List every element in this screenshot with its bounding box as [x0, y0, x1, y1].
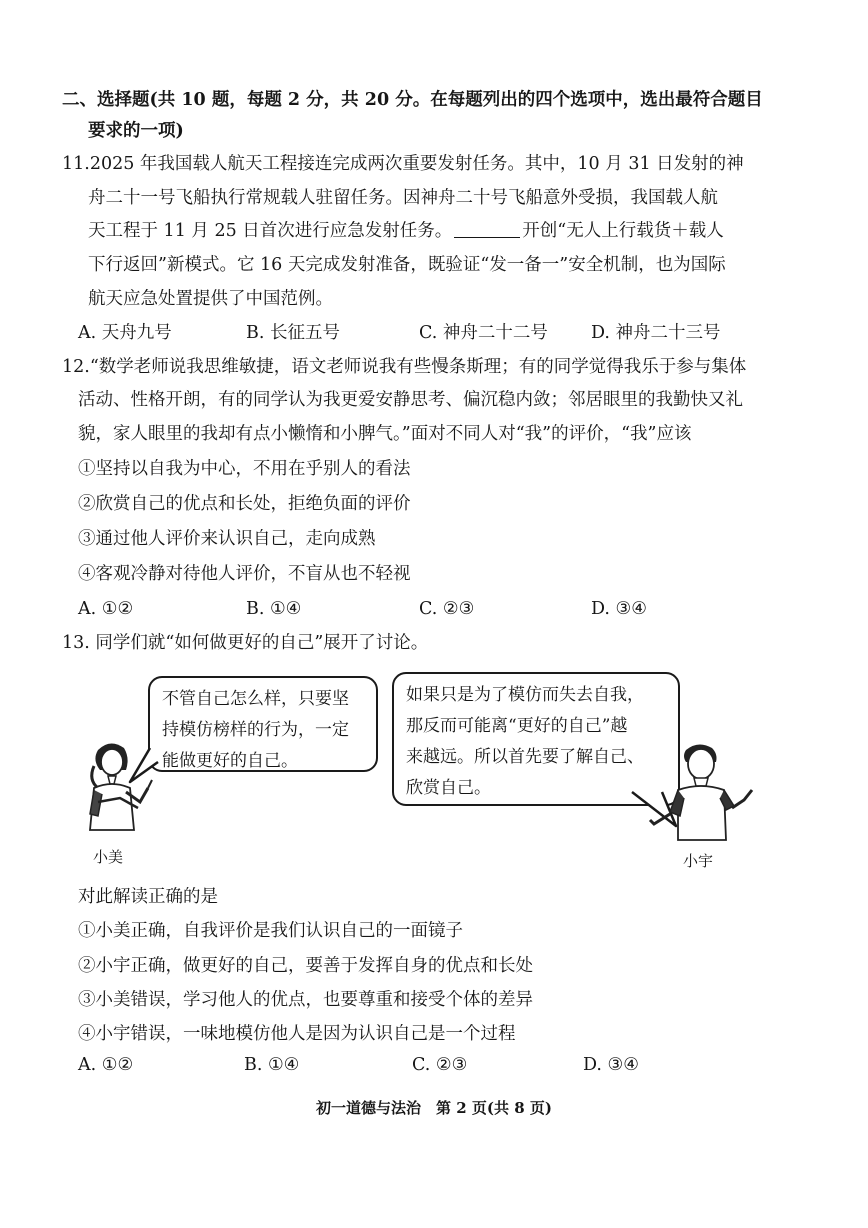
q13-stem: 13. 同学们就“如何做更好的自己”展开了讨论。: [62, 633, 429, 653]
q12-line-1: 12.“数学老师说我思维敏捷，语文老师说我有些慢条斯理；有的同学觉得我乐于参与集体: [62, 357, 747, 377]
section-heading-cont: 要求的一项): [88, 121, 184, 141]
option-c: C. ②③: [412, 1055, 468, 1075]
option-b: B. 长征五号: [246, 323, 340, 343]
option-c: C. ②③: [419, 599, 475, 619]
q13-item-2: ②小宇正确，做更好的自己，要善于发挥自身的优点和长处: [78, 956, 533, 976]
bubble-right-line: 欣赏自己。: [406, 778, 491, 798]
name-label-xiaomei: 小美: [93, 848, 124, 866]
option-b: B. ①④: [244, 1055, 300, 1075]
option-c: C. 神舟二十二号: [419, 323, 548, 343]
option-a: A. ①②: [78, 599, 134, 619]
q13-prompt: 对此解读正确的是: [78, 887, 218, 907]
q12-item-2: ②欣赏自己的优点和长处，拒绝负面的评价: [78, 494, 411, 514]
answer-blank: [454, 220, 520, 238]
option-a: A. ①②: [78, 1055, 134, 1075]
q13-item-3: ③小美错误，学习他人的优点，也要尊重和接受个体的差异: [78, 990, 533, 1010]
q11-line-2: 舟二十一号飞船执行常规载人驻留任务。因神舟二十号飞船意外受损，我国载人航: [88, 188, 718, 208]
boy-figure-icon: [648, 740, 758, 844]
q11-line-1: 11.2025 年我国载人航天工程接连完成两次重要发射任务。其中，10 月 31 日发射的神: [62, 154, 744, 174]
q12-item-4: ④客观冷静对待他人评价，不盲从也不轻视: [78, 564, 411, 584]
option-d: D. ③④: [591, 599, 647, 619]
q11-line-4: 下行返回”新模式。它 16 天完成发射准备，既验证“发一备一”安全机制，也为国际: [88, 255, 726, 275]
q12-line-2: 活动、性格开朗，有的同学认为我更爱安静思考、偏沉稳内敛；邻居眼里的我勤快又礼: [78, 390, 743, 410]
bubble-right-line: 那反而可能离“更好的自己”越: [406, 716, 628, 736]
page-footer: 初一道德与法治 第 2 页(共 8 页): [316, 1099, 552, 1117]
option-a: A. 天舟九号: [78, 323, 172, 343]
bubble-right-line: 来越远。所以首先要了解自己、: [406, 747, 644, 767]
speech-bubble-left: [148, 676, 378, 772]
bubble-left-line: 持模仿榜样的行为，一定: [162, 720, 349, 740]
bubble-left-line: 能做更好的自己。: [162, 751, 298, 771]
girl-figure-icon: [80, 740, 160, 840]
q12-item-3: ③通过他人评价来认识自己，走向成熟: [78, 529, 376, 549]
bubble-left-line: 不管自己怎么样，只要坚: [162, 689, 349, 709]
q13-item-1: ①小美正确，自我评价是我们认识自己的一面镜子: [78, 921, 463, 941]
q12-line-3: 貌，家人眼里的我却有点小懒惰和小脾气。”面对不同人对“我”的评价，“我”应该: [78, 424, 692, 444]
option-d: D. 神舟二十三号: [591, 323, 721, 343]
bubble-right-line: 如果只是为了模仿而失去自我，: [406, 685, 644, 705]
name-label-xiaoyu: 小宇: [683, 852, 714, 870]
option-d: D. ③④: [583, 1055, 639, 1075]
q11-line-5: 航天应急处置提供了中国范例。: [88, 289, 333, 309]
q13-item-4: ④小宇错误，一味地模仿他人是因为认识自己是一个过程: [78, 1024, 516, 1044]
q12-item-1: ①坚持以自我为中心，不用在乎别人的看法: [78, 459, 411, 479]
q11-line-3: 天工程于 11 月 25 日首次进行应急发射任务。 开创“无人上行载货＋载人: [88, 221, 724, 241]
speech-bubble-right: [392, 672, 680, 806]
option-b: B. ①④: [246, 599, 302, 619]
section-heading: 二、选择题(共 10 题，每题 2 分，共 20 分。在每题列出的四个选项中，选出最符合题目: [62, 90, 763, 110]
